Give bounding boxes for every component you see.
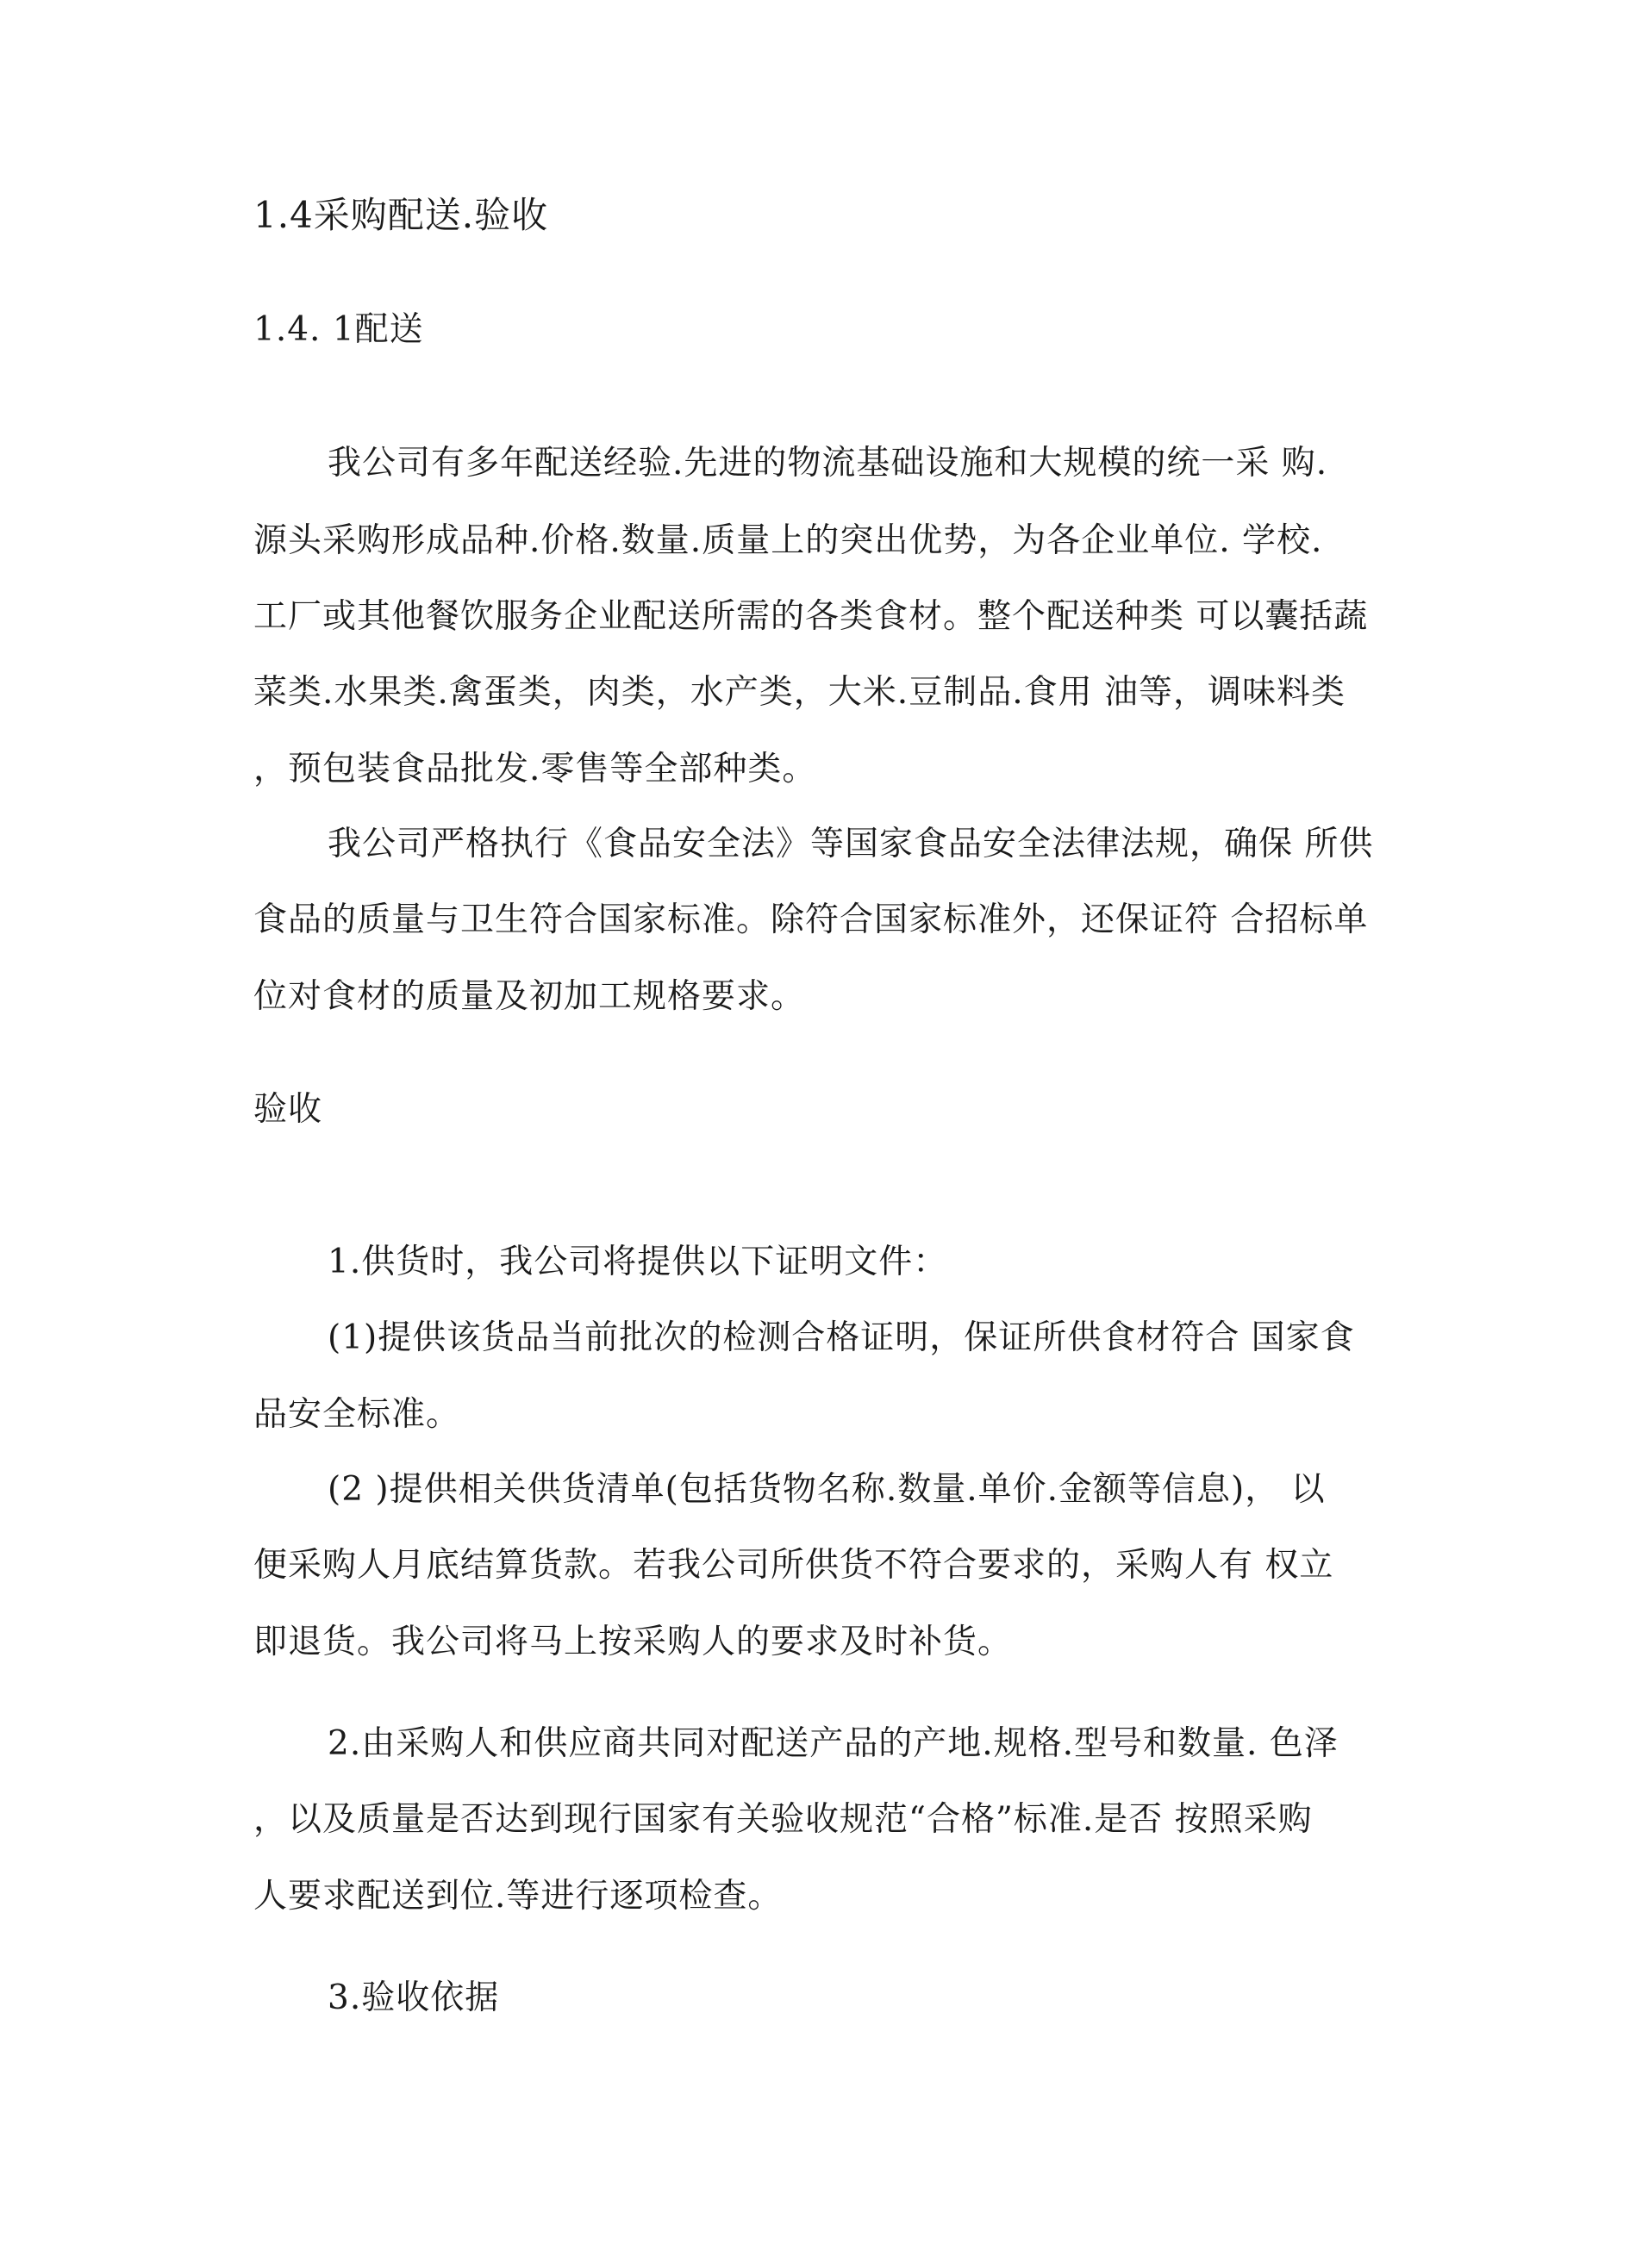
subsection-heading-1-4-1: 1.4. 1配送 [253, 310, 424, 349]
acceptance-item-1-2-line-3: 即退货。我公司将马上按采购人的要求及时补货。 [253, 1623, 1013, 1661]
paragraph-delivery-line-4: 菜类.水果类.禽蛋类，肉类，水产类，大米.豆制品.食用 油等，调味料类 [253, 673, 1346, 712]
acceptance-item-2-line-3: 人要求配送到位.等进行逐项检查。 [253, 1877, 783, 1916]
section-heading-1-4: 1.4采购配送.验收 [253, 194, 549, 236]
acceptance-item-1: 1.供货时，我公司将提供以下证明文件： [328, 1243, 948, 1281]
paragraph-delivery-line-5: ，预包装食品批发.零售等全部种类。 [253, 750, 817, 788]
paragraph-delivery-line-3: 工厂或其他餐饮服务企业配送所需的各类食材。整个配送种类 可以囊括蔬 [253, 597, 1369, 636]
paragraph-safety-line-1: 我公司严格执行《食品安全法》等国家食品安全法律法规，确保 所供 [328, 825, 1374, 863]
paragraph-safety-line-2: 食品的质量与卫生符合国家标准。除符合国家标准外，还保证符 合招标单 [253, 900, 1369, 939]
acceptance-item-1-2-line-1: (2 )提供相关供货清单(包括货物名称.数量.单价.金额等信息)， 以 [328, 1470, 1326, 1509]
acceptance-item-1-1-line-1: (1)提供该货品当前批次的检测合格证明，保证所供食材符合 国家食 [328, 1318, 1355, 1357]
subsection-heading-acceptance: 验收 [253, 1090, 323, 1129]
paragraph-delivery-line-2: 源头采购形成品种.价格.数量.质量上的突出优势，为各企业单位. 学校. [253, 521, 1323, 560]
acceptance-item-3: 3.验收依据 [328, 1978, 500, 2017]
acceptance-item-2-line-2: ，以及质量是否达到现行国家有关验收规范“合格”标准.是否 按照采购 [253, 1800, 1313, 1839]
acceptance-item-1-2-line-2: 便采购人月底结算货款。若我公司所供货不符合要求的，采购人有 权立 [253, 1546, 1334, 1585]
acceptance-item-2-line-1: 2.由采购人和供应商共同对配送产品的产地.规格.型号和数量. 色泽 [328, 1724, 1339, 1763]
acceptance-item-1-1-line-2: 品安全标准。 [253, 1395, 461, 1434]
paragraph-safety-line-3: 位对食材的质量及初加工规格要求。 [253, 977, 806, 1016]
paragraph-delivery-line-1: 我公司有多年配送经验.先进的物流基础设施和大规模的统一采 购. [328, 444, 1328, 483]
